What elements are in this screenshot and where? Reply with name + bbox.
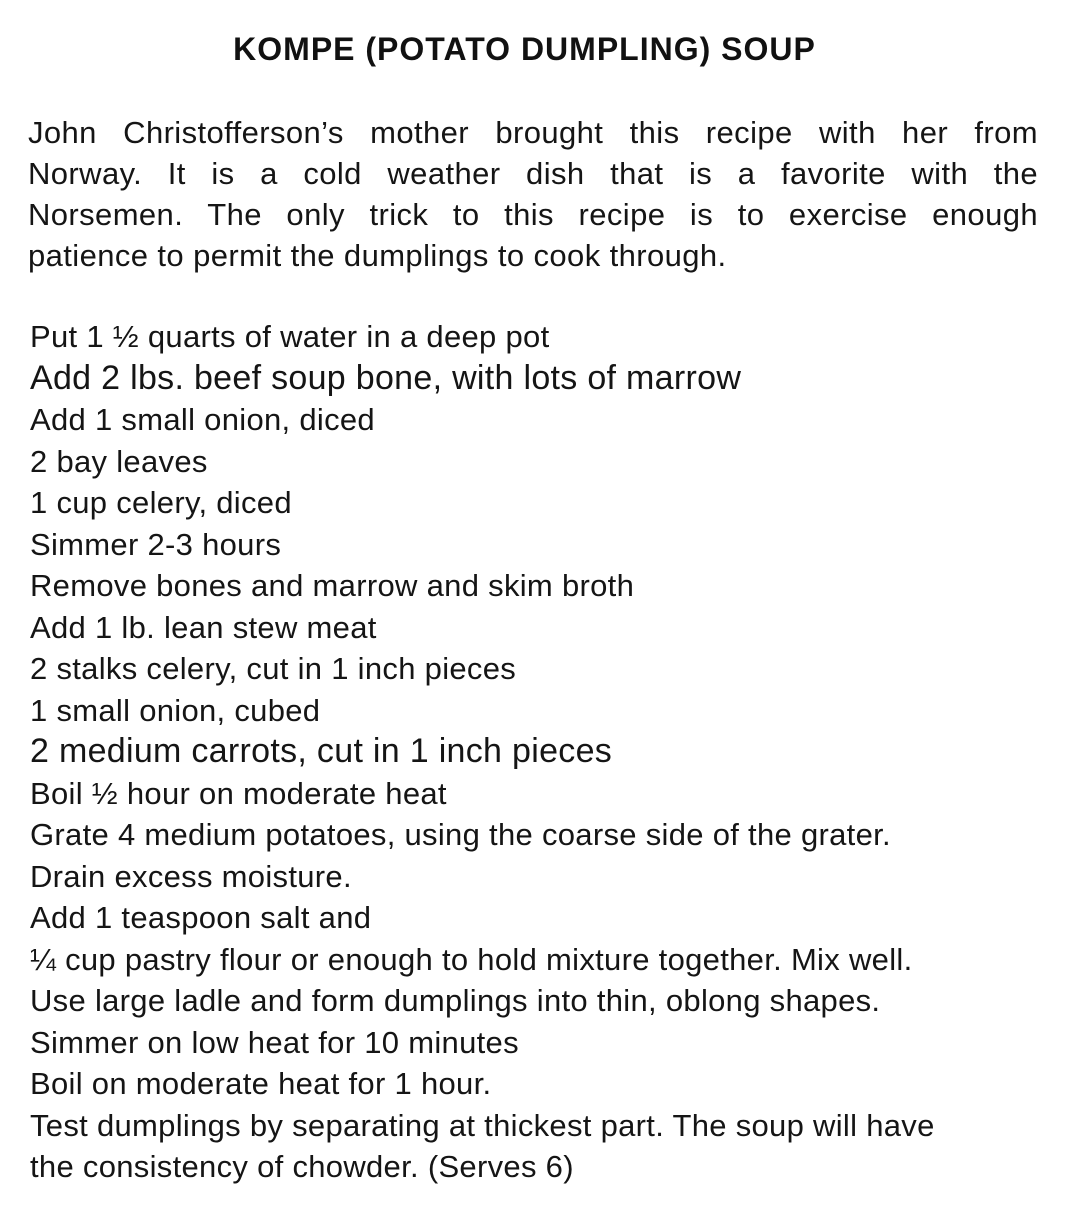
intro-line: John Christofferson’s mother brought this recipe with her from [28, 115, 1038, 150]
recipe-steps [30, 316, 1040, 1188]
step-line: Add 1 small onion, diced [30, 402, 375, 437]
step-line: Remove bones and marrow and skim broth [30, 568, 635, 603]
step-line: Add 1 lb. lean stew meat [30, 609, 377, 645]
step-line: Put 1 ½ quarts of water in a deep pot [30, 319, 550, 354]
step-line: 2 bay leaves [30, 443, 208, 479]
step-line: Add 1 teaspoon salt and [30, 900, 372, 935]
recipe-title: KOMPE (POTATO DUMPLING) SOUP [233, 31, 816, 67]
intro-line: Norsemen. The only trick to this recipe is to exercise enough [28, 197, 1038, 232]
step-line: Simmer on low heat for 10 minutes [30, 1024, 519, 1060]
step-line: Add 2 lbs. beef soup bone, with lots of marrow [30, 358, 742, 397]
step-line: 1 cup celery, diced [30, 485, 292, 520]
step-line: Test dumplings by separating at thickest part. The soup will have [30, 1107, 935, 1143]
step-line: the consistency of chowder. (Serves 6) [30, 1149, 574, 1184]
step-line: Drain excess moisture. [30, 858, 352, 894]
step-line: Grate 4 medium potatoes, using the coarse side of the grater. [30, 817, 891, 852]
step-line: Boil ½ hour on moderate heat [30, 775, 447, 811]
recipe-intro [28, 112, 1038, 276]
intro-line: patience to permit the dumplings to cook through. [28, 238, 727, 273]
step-line: Use large ladle and form dumplings into thin, oblong shapes. [30, 983, 881, 1018]
step-line: Boil on moderate heat for 1 hour. [30, 1066, 492, 1101]
intro-line: Norway. It is a cold weather dish that is a favorite with the [28, 156, 1038, 191]
step-line: ¼ cup pastry flour or enough to hold mixture together. Mix well. [30, 941, 913, 977]
step-line: 1 small onion, cubed [30, 692, 321, 728]
step-line: Simmer 2-3 hours [30, 526, 282, 562]
step-line: 2 medium carrots, cut in 1 inch pieces [30, 732, 613, 770]
step-line: 2 stalks celery, cut in 1 inch pieces [30, 651, 517, 686]
